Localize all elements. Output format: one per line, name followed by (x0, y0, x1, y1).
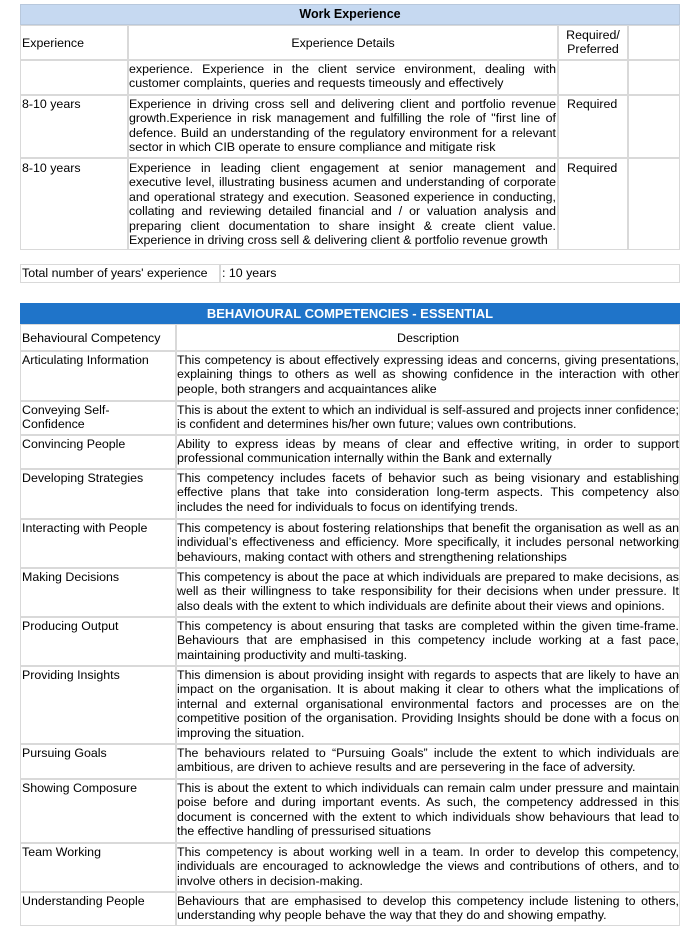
competency-description: Ability to express ideas by means of clear and effective writing, in order to support professional communication internally within the Bank and externally (177, 437, 679, 466)
experience-header: Experience (22, 36, 84, 50)
competency-description: This competency is about working well in a team. In order to develop this competency, individuals are encouraged to acknowledge the views and contributions of others, and to involve others in decision-making. (177, 845, 679, 888)
work-row-cell (628, 60, 680, 95)
work-experience-title: Work Experience (20, 4, 680, 25)
work-row-details: experience. Experience in the client service environment, dealing with customer complaints, queries and requests timeously and effectively (129, 62, 556, 91)
competency-name: Conveying Self-Confidence (22, 403, 110, 432)
competency-description: This dimension is about providing insight with regards to aspects that are likely to have an impact on the organisation. It is about making it clear to others what the implications of internal and external organisational environmental factors and processes are on the competitive position of the organisation. Providing Insights should be done with a focus on improving the situation. (177, 668, 679, 740)
competency-name: Articulating Information (22, 353, 149, 367)
competency-name: Convincing People (22, 437, 126, 451)
competency-name: Making Decisions (22, 570, 120, 584)
competency-description: This competency is about fostering relationships that benefit the organisation as well as an individual’s effectiveness and efficiency. More specifically, it includes personal networking behaviours, making contact with others and strengthening relationships (177, 521, 679, 564)
competency-name: Team Working (22, 845, 101, 859)
details-header: Experience Details (291, 36, 395, 50)
blank-header-cell (628, 25, 680, 60)
competency-description: The behaviours related to “Pursuing Goals” include the extent to which individuals are ambitious, are driven to achieve results and are persevering in the face of adversity. (177, 746, 679, 775)
competency-name: Developing Strategies (22, 471, 144, 485)
behavioural-competencies-title: BEHAVIOURAL COMPETENCIES - ESSENTIAL (20, 303, 680, 324)
work-row-cell (20, 60, 128, 95)
competency-header: Behavioural Competency (22, 331, 161, 345)
competency-description: This competency includes facets of behavior such as being visionary and establishing effective plans that take into consideration long-term aspects. This competency also includes the need for individuals to focus on identifying trends. (177, 471, 679, 514)
work-row-cell (558, 60, 628, 95)
work-row-cell (628, 158, 680, 250)
description-header: Description (397, 331, 459, 345)
required-header: Required/ Preferred (566, 28, 620, 57)
work-row-details: Experience in leading client engagement at senior management and executive level, illustrating business acumen and understanding of corporate and operational strategy and execution. Seasoned experience in conducting, collating and reviewing detailed financial and / or valuation analysis and preparing client documentation to share insight & create client value. Experience in driving cross sell & delivering client & portfolio revenue growth (129, 161, 556, 248)
work-row-cell (628, 95, 680, 158)
competency-description: This competency is about the pace at which individuals are prepared to make decisions, as well as their willingness to take responsibility for their decisions when under pressure. It also deals with the extent to which individuals are definite about their views and opinions. (177, 570, 679, 613)
work-row-experience: 8-10 years (22, 97, 81, 111)
competency-name: Producing Output (22, 619, 119, 633)
competency-name: Providing Insights (22, 668, 120, 682)
competency-description: Behaviours that are emphasised to develop this competency include listening to others, understanding why people behave the way that they do and showing empathy. (177, 894, 679, 923)
competency-description: This competency is about effectively expressing ideas and concerns, giving presentations, explaining things to others as well as showing confidence in the interaction with other people, both strangers and acquaintances alike (177, 353, 679, 396)
competency-name: Pursuing Goals (22, 746, 107, 760)
work-row-required: Required (567, 97, 618, 111)
competency-name: Understanding People (22, 894, 145, 908)
competency-description: This competency is about ensuring that tasks are completed within the given time-frame. Behaviours that are emphasised in this competency include working at a fast pace, maintaining productivity and multi-tasking. (177, 619, 679, 662)
competency-name: Showing Composure (22, 781, 138, 795)
total-experience-value: : 10 years (222, 266, 277, 280)
total-experience-label: Total number of years' experience (22, 266, 208, 280)
work-row-required: Required (567, 161, 618, 175)
competency-description: This is about the extent to which individuals can remain calm under pressure and maintain poise before and during important events. As such, the competency addressed in this document is concerned with the extent to which individuals show behaviours that lead to the effective handling of pressurised situations (177, 781, 679, 839)
work-row-experience: 8-10 years (22, 161, 81, 175)
work-row-details: Experience in driving cross sell and delivering client and portfolio revenue growth.Experience in risk management and fulfilling the role of "first line of defence. Build an understanding of the regulatory environment for a relevant sector in which CIB operate to ensure compliance and mitigate risk (129, 97, 556, 155)
competency-description: This is about the extent to which an individual is self-assured and projects inner confidence; is confident and determines his/her own future; values own contributions. (177, 403, 679, 432)
total-value-cell (220, 264, 680, 283)
competency-name: Interacting with People (22, 521, 148, 535)
